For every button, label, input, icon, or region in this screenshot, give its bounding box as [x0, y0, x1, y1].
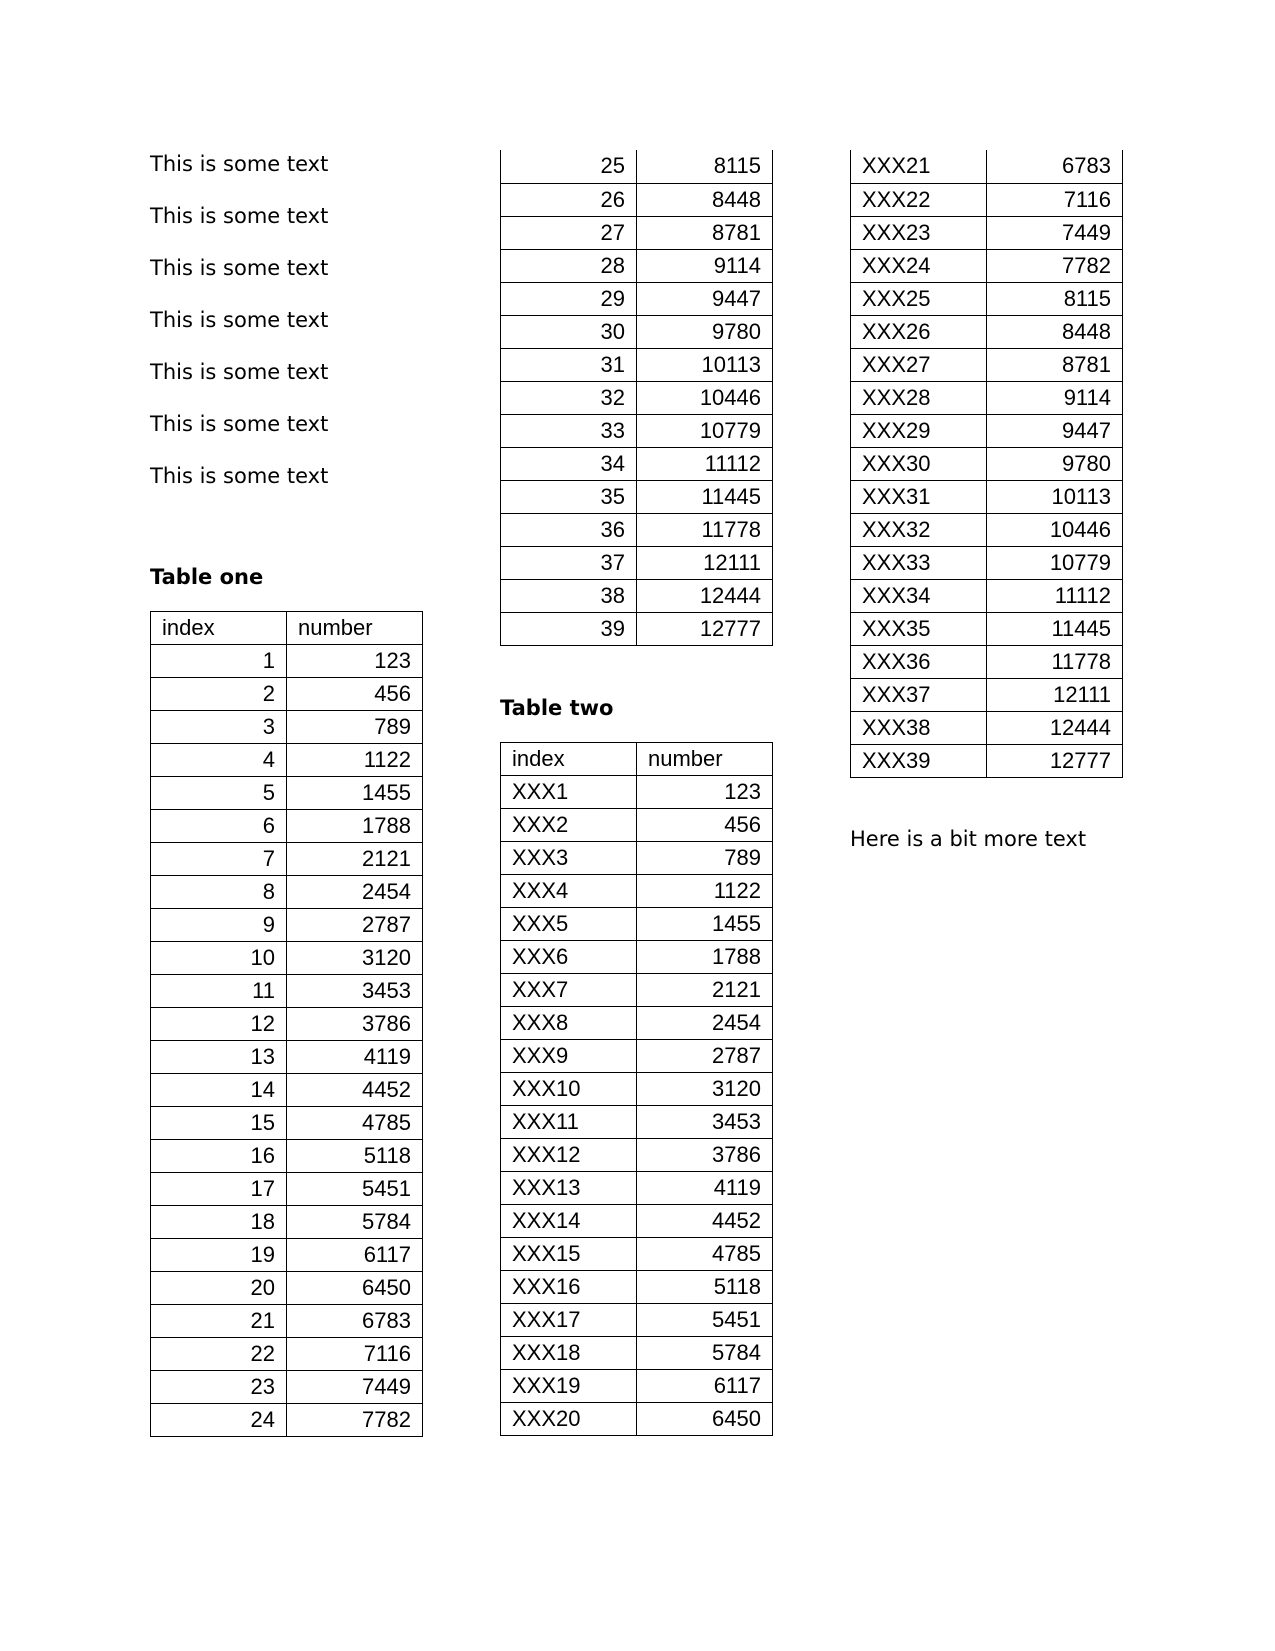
number-cell: 3786 [287, 1008, 423, 1041]
table-row [151, 876, 423, 909]
number-cell: 7782 [987, 249, 1123, 282]
index-cell: 24 [151, 1404, 287, 1437]
index-cell: XXX36 [851, 645, 987, 678]
index-cell: 17 [151, 1173, 287, 1206]
column-header-number: number [637, 742, 773, 775]
table-row [851, 546, 1123, 579]
index-cell: 4 [151, 744, 287, 777]
number-cell: 6450 [637, 1402, 773, 1435]
table-two-continued [850, 150, 1123, 778]
number-cell: 10446 [987, 513, 1123, 546]
table-row [501, 1402, 773, 1435]
number-cell: 1122 [287, 744, 423, 777]
column-2 [500, 150, 772, 1436]
number-cell: 8115 [637, 150, 773, 183]
number-cell: 12111 [637, 546, 773, 579]
number-cell: 7116 [287, 1338, 423, 1371]
table-row [151, 1140, 423, 1173]
number-cell: 2121 [637, 973, 773, 1006]
index-cell: XXX35 [851, 612, 987, 645]
table-header-row [151, 612, 423, 645]
table-row [501, 940, 773, 973]
table-row [851, 447, 1123, 480]
index-cell: 28 [501, 249, 637, 282]
column-3 [850, 150, 1122, 877]
table-row [151, 942, 423, 975]
table-row [151, 1305, 423, 1338]
table-row [501, 1105, 773, 1138]
index-cell: XXX14 [501, 1204, 637, 1237]
column-header-index: index [151, 612, 287, 645]
number-cell: 6117 [287, 1239, 423, 1272]
table-row [151, 1008, 423, 1041]
index-cell: XXX18 [501, 1336, 637, 1369]
closing-paragraph: Here is a bit more text [850, 826, 1087, 851]
index-cell: 18 [151, 1206, 287, 1239]
table-row [501, 150, 773, 183]
table-row [501, 1237, 773, 1270]
index-cell: XXX19 [501, 1369, 637, 1402]
paragraph: This is some text [150, 256, 329, 280]
index-cell: XXX28 [851, 381, 987, 414]
number-cell: 9780 [987, 447, 1123, 480]
table-row [501, 1204, 773, 1237]
table-row [501, 381, 773, 414]
number-cell: 1455 [287, 777, 423, 810]
table-row [151, 1272, 423, 1305]
index-cell: XXX39 [851, 744, 987, 777]
number-cell: 4452 [287, 1074, 423, 1107]
number-cell: 12444 [637, 579, 773, 612]
index-cell: 36 [501, 513, 637, 546]
number-cell: 10113 [637, 348, 773, 381]
table-row [501, 414, 773, 447]
index-cell: XXX21 [851, 150, 987, 183]
index-cell: XXX10 [501, 1072, 637, 1105]
table-row [151, 1173, 423, 1206]
number-cell: 3453 [637, 1105, 773, 1138]
index-cell: XXX17 [501, 1303, 637, 1336]
index-cell: XXX5 [501, 907, 637, 940]
number-cell: 8781 [987, 348, 1123, 381]
number-cell: 3786 [637, 1138, 773, 1171]
number-cell: 5451 [637, 1303, 773, 1336]
table-row [851, 348, 1123, 381]
number-cell: 3453 [287, 975, 423, 1008]
table-row [501, 315, 773, 348]
table-row [501, 513, 773, 546]
index-cell: 33 [501, 414, 637, 447]
index-cell: 5 [151, 777, 287, 810]
index-cell: 2 [151, 678, 287, 711]
table-row [501, 1072, 773, 1105]
number-cell: 11445 [987, 612, 1123, 645]
table-row [851, 678, 1123, 711]
table-one-continued [500, 150, 773, 646]
table-two [500, 742, 773, 1436]
index-cell: XXX11 [501, 1105, 637, 1138]
number-cell: 8448 [637, 183, 773, 216]
index-cell: 27 [501, 216, 637, 249]
number-cell: 12777 [987, 744, 1123, 777]
index-cell: XXX3 [501, 841, 637, 874]
table-row [501, 1138, 773, 1171]
index-cell: 7 [151, 843, 287, 876]
index-cell: XXX27 [851, 348, 987, 381]
number-cell: 7449 [287, 1371, 423, 1404]
number-cell: 6450 [287, 1272, 423, 1305]
number-cell: 4119 [637, 1171, 773, 1204]
table-one-title: Table one [150, 565, 264, 589]
table-row [851, 480, 1123, 513]
paragraph: This is some text [150, 204, 329, 228]
number-cell: 6783 [287, 1305, 423, 1338]
table-row [151, 975, 423, 1008]
number-cell: 11112 [987, 579, 1123, 612]
table-row [501, 249, 773, 282]
table-row [851, 381, 1123, 414]
table-row [851, 744, 1123, 777]
index-cell: XXX23 [851, 216, 987, 249]
number-cell: 456 [287, 678, 423, 711]
index-cell: 37 [501, 546, 637, 579]
number-cell: 4785 [287, 1107, 423, 1140]
number-cell: 9780 [637, 315, 773, 348]
index-cell: 31 [501, 348, 637, 381]
number-cell: 5118 [637, 1270, 773, 1303]
index-cell: 3 [151, 711, 287, 744]
number-cell: 3120 [287, 942, 423, 975]
index-cell: XXX1 [501, 775, 637, 808]
table-row [851, 645, 1123, 678]
table-row [501, 841, 773, 874]
index-cell: XXX15 [501, 1237, 637, 1270]
number-cell: 12111 [987, 678, 1123, 711]
index-cell: 14 [151, 1074, 287, 1107]
index-cell: 1 [151, 645, 287, 678]
index-cell: XXX26 [851, 315, 987, 348]
number-cell: 4785 [637, 1237, 773, 1270]
index-cell: 6 [151, 810, 287, 843]
number-cell: 123 [637, 775, 773, 808]
index-cell: XXX33 [851, 546, 987, 579]
index-cell: 12 [151, 1008, 287, 1041]
number-cell: 11112 [637, 447, 773, 480]
table-row [151, 810, 423, 843]
table-row [151, 1338, 423, 1371]
index-cell: XXX34 [851, 579, 987, 612]
table-row [151, 1239, 423, 1272]
table-row [851, 711, 1123, 744]
table-row [501, 907, 773, 940]
number-cell: 4452 [637, 1204, 773, 1237]
number-cell: 8115 [987, 282, 1123, 315]
table-row [501, 216, 773, 249]
table-row [151, 1041, 423, 1074]
table-row [501, 1303, 773, 1336]
table-row [151, 744, 423, 777]
index-cell: XXX24 [851, 249, 987, 282]
index-cell: 39 [501, 612, 637, 645]
number-cell: 3120 [637, 1072, 773, 1105]
number-cell: 1788 [637, 940, 773, 973]
number-cell: 9447 [637, 282, 773, 315]
table-row [851, 282, 1123, 315]
index-cell: XXX38 [851, 711, 987, 744]
number-cell: 123 [287, 645, 423, 678]
table-row [851, 612, 1123, 645]
paragraph: This is some text [150, 152, 329, 176]
index-cell: XXX8 [501, 1006, 637, 1039]
table-row [851, 579, 1123, 612]
table-row [851, 150, 1123, 183]
number-cell: 12444 [987, 711, 1123, 744]
index-cell: 38 [501, 579, 637, 612]
number-cell: 10446 [637, 381, 773, 414]
paragraph: This is some text [150, 412, 329, 436]
table-row [501, 1270, 773, 1303]
table-row [151, 678, 423, 711]
number-cell: 1455 [637, 907, 773, 940]
table-row [501, 1369, 773, 1402]
number-cell: 8781 [637, 216, 773, 249]
number-cell: 789 [287, 711, 423, 744]
index-cell: XXX25 [851, 282, 987, 315]
index-cell: 25 [501, 150, 637, 183]
table-row [851, 513, 1123, 546]
index-cell: XXX7 [501, 973, 637, 1006]
column-header-index: index [501, 742, 637, 775]
number-cell: 1788 [287, 810, 423, 843]
index-cell: XXX22 [851, 183, 987, 216]
index-cell: 15 [151, 1107, 287, 1140]
number-cell: 9114 [987, 381, 1123, 414]
table-row [851, 315, 1123, 348]
number-cell: 11778 [987, 645, 1123, 678]
index-cell: 8 [151, 876, 287, 909]
number-cell: 7782 [287, 1404, 423, 1437]
table-row [501, 282, 773, 315]
paragraph: This is some text [150, 308, 329, 332]
index-cell: XXX31 [851, 480, 987, 513]
column-header-number: number [287, 612, 423, 645]
table-row [151, 711, 423, 744]
number-cell: 2454 [637, 1006, 773, 1039]
number-cell: 11778 [637, 513, 773, 546]
table-row [151, 1206, 423, 1239]
table-row [501, 1006, 773, 1039]
index-cell: 10 [151, 942, 287, 975]
index-cell: XXX29 [851, 414, 987, 447]
number-cell: 10779 [637, 414, 773, 447]
index-cell: XXX16 [501, 1270, 637, 1303]
number-cell: 6783 [987, 150, 1123, 183]
table-row [501, 973, 773, 1006]
column-1 [150, 150, 422, 1437]
table-row [501, 808, 773, 841]
table-row [151, 1074, 423, 1107]
index-cell: 23 [151, 1371, 287, 1404]
index-cell: 13 [151, 1041, 287, 1074]
index-cell: 30 [501, 315, 637, 348]
index-cell: XXX37 [851, 678, 987, 711]
number-cell: 5118 [287, 1140, 423, 1173]
index-cell: 34 [501, 447, 637, 480]
number-cell: 7116 [987, 183, 1123, 216]
index-cell: XXX2 [501, 808, 637, 841]
index-cell: XXX9 [501, 1039, 637, 1072]
table-row [151, 1371, 423, 1404]
index-cell: 32 [501, 381, 637, 414]
table-row [501, 480, 773, 513]
number-cell: 1122 [637, 874, 773, 907]
index-cell: 21 [151, 1305, 287, 1338]
paragraph-list [150, 150, 422, 514]
index-cell: 20 [151, 1272, 287, 1305]
number-cell: 8448 [987, 315, 1123, 348]
number-cell: 789 [637, 841, 773, 874]
number-cell: 4119 [287, 1041, 423, 1074]
number-cell: 10113 [987, 480, 1123, 513]
index-cell: 19 [151, 1239, 287, 1272]
paragraph: This is some text [150, 464, 329, 488]
table-row [501, 447, 773, 480]
number-cell: 456 [637, 808, 773, 841]
number-cell: 10779 [987, 546, 1123, 579]
table-row [501, 348, 773, 381]
table-row [501, 1336, 773, 1369]
table-row [151, 777, 423, 810]
table-row [501, 1039, 773, 1072]
table-two-title: Table two [500, 695, 614, 720]
table-row [501, 579, 773, 612]
table-row [501, 1171, 773, 1204]
table-row [501, 775, 773, 808]
number-cell: 6117 [637, 1369, 773, 1402]
number-cell: 9114 [637, 249, 773, 282]
table-row [851, 216, 1123, 249]
table-row [151, 843, 423, 876]
index-cell: 35 [501, 480, 637, 513]
table-row [851, 414, 1123, 447]
index-cell: 16 [151, 1140, 287, 1173]
number-cell: 2121 [287, 843, 423, 876]
index-cell: 26 [501, 183, 637, 216]
number-cell: 7449 [987, 216, 1123, 249]
index-cell: XXX32 [851, 513, 987, 546]
table-row [151, 1404, 423, 1437]
table-row [151, 1107, 423, 1140]
index-cell: XXX13 [501, 1171, 637, 1204]
table-row [151, 909, 423, 942]
number-cell: 2787 [287, 909, 423, 942]
index-cell: XXX30 [851, 447, 987, 480]
table-row [851, 183, 1123, 216]
number-cell: 9447 [987, 414, 1123, 447]
index-cell: 22 [151, 1338, 287, 1371]
number-cell: 12777 [637, 612, 773, 645]
table-header-row [501, 742, 773, 775]
number-cell: 2787 [637, 1039, 773, 1072]
index-cell: 11 [151, 975, 287, 1008]
table-row [501, 874, 773, 907]
table-row [151, 645, 423, 678]
index-cell: 9 [151, 909, 287, 942]
table-row [501, 183, 773, 216]
number-cell: 5784 [637, 1336, 773, 1369]
number-cell: 5784 [287, 1206, 423, 1239]
index-cell: XXX4 [501, 874, 637, 907]
table-row [501, 612, 773, 645]
table-one [150, 611, 423, 1437]
number-cell: 2454 [287, 876, 423, 909]
paragraph: This is some text [150, 360, 329, 384]
number-cell: 11445 [637, 480, 773, 513]
index-cell: XXX6 [501, 940, 637, 973]
index-cell: 29 [501, 282, 637, 315]
index-cell: XXX12 [501, 1138, 637, 1171]
table-row [501, 546, 773, 579]
number-cell: 5451 [287, 1173, 423, 1206]
table-row [851, 249, 1123, 282]
index-cell: XXX20 [501, 1402, 637, 1435]
